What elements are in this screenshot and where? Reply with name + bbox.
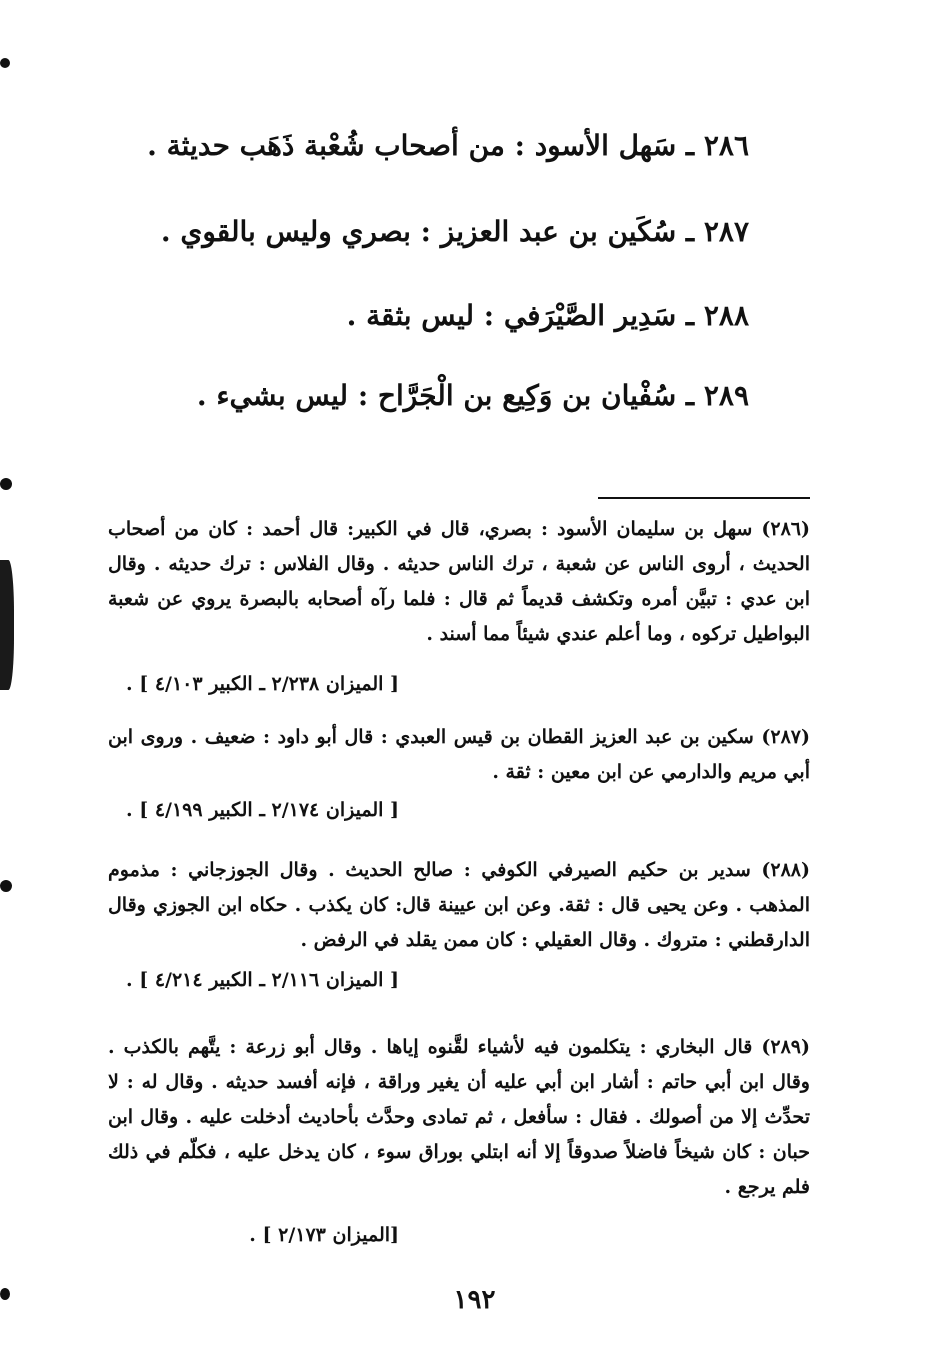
scan-speck (0, 1288, 10, 1300)
footnote-289: (٢٨٩) قال البخاري : يتكلمون فيه لأشياء لقَّنوه إياها . وقال أبو زرعة : يتَّهم بالكذب . وقال ابن أبي حاتم : أشار ابن أبي عليه أن يغير وراقة ، فإنه أفسد حديثه . وقال له : لا تحدِّث إلا من أصولك . فقال : سأفعل ، ثم تمادى وحدَّث بأحاديث أدخلت عليه . وقال ابن حبان : كان شيخاً فاضلاً صدوقاً إلا أنه ابتلي بوراق سوء ، كان يدخل عليه ، فكلّم في ذلك فلم يرجع . (108, 1036, 810, 1198)
footnote-286-reference: [ الميزان ٢/٢٣٨ ـ الكبير ٤/١٠٣ ] . (125, 673, 399, 695)
footnote-divider (598, 497, 810, 499)
footnote-288-reference: [ الميزان ٢/١١٦ ـ الكبير ٤/٢١٤ ] . (125, 969, 399, 991)
footnote-288: (٢٨٨) سدير بن حكيم الصيرفي الكوفي : صالح الحديث . وقال الجوزجاني : مذموم المذهب . وعن يحيى قال : ثقة. وعن ابن عيينة قال: كان يكذب . حكاه ابن الجوزي وقال الدارقطني : متروك . وقال العقيلي : كان ممن يقلد في الرفض . (108, 859, 810, 951)
footnote-287: (٢٨٧) سكين بن عبد العزيز القطان بن قيس العبدي : قال أبو داود : ضعيف . وروى ابن أبي مريم والدارمي عن ابن معين : ثقة . (108, 726, 810, 783)
scan-speck (0, 880, 12, 892)
scan-speck (0, 58, 10, 68)
footnote-286: (٢٨٦) سهل بن سليمان الأسود : بصري، قال في الكبير: قال أحمد : كان من أصحاب الحديث ، أروى الناس عن شعبة ، ترك الناس حديثه . وقال الفلاس : ترك حديثه . وقال ابن عدي : تبيَّن أمره وتكشف قديماً ثم قال : فلما رآه أصحابه بالبصرة يروي عن شعبة البواطيل تركوه ، وما أعلم عندي شيئاً مما أسند . (108, 518, 810, 645)
scan-edge-shadow (0, 560, 14, 690)
footnote-287-reference: [ الميزان ٢/١٧٤ ـ الكبير ٤/١٩٩ ] . (125, 799, 399, 821)
entry-286: ٢٨٦ ـ سَهل الأسود : من أصحاب شُعْبة ذَهَب حديثة . (147, 129, 749, 162)
scan-speck (0, 478, 12, 490)
entry-289: ٢٨٩ ـ سُفْيان بن وَكِيع بن الْجَرَّاح : ليس بشيء . (196, 379, 749, 412)
page-number: ١٩٢ (453, 1285, 496, 1315)
entry-287: ٢٨٧ ـ سُكَين بن عبد العزيز : بصري وليس بالقوي . (160, 215, 749, 248)
entry-288: ٢٨٨ ـ سَدِير الصَّيْرَفي : ليس بثقة . (346, 299, 749, 332)
footnote-289-reference: [الميزان ٢/١٧٣ ] . (249, 1224, 399, 1246)
